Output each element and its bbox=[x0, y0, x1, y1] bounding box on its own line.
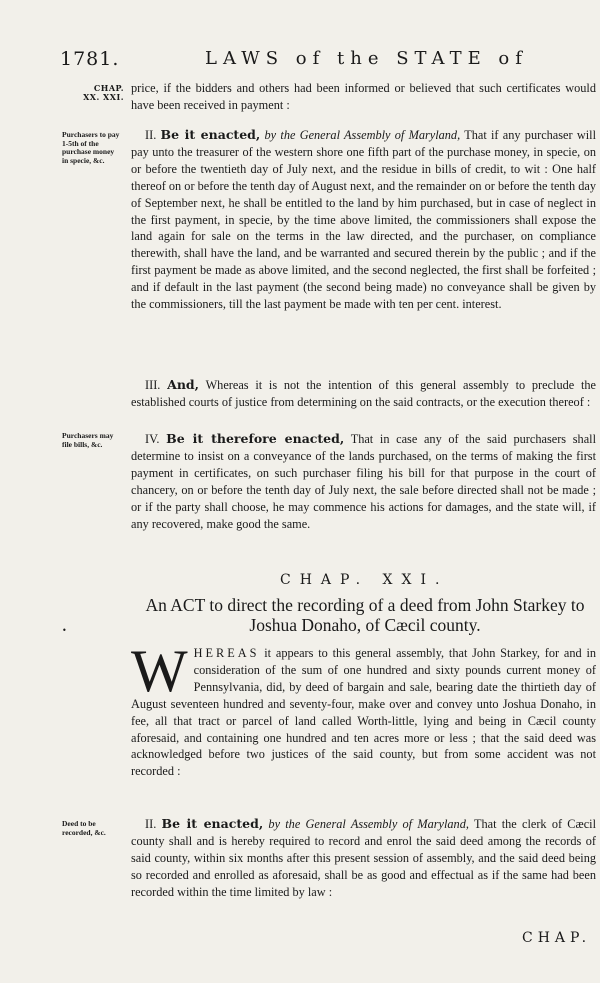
section-3-number: III. bbox=[145, 378, 161, 392]
section-4-paragraph bbox=[131, 431, 596, 532]
chap21-section-2-paragraph bbox=[131, 816, 596, 901]
section-2-number: II. bbox=[145, 128, 157, 142]
section-2 bbox=[131, 127, 596, 313]
running-title: LAWS of the STATE of bbox=[205, 48, 528, 69]
section-3-lead: And, bbox=[167, 377, 200, 392]
page-header bbox=[60, 48, 560, 72]
chapter-marker-numbers: XX. XXI. bbox=[83, 92, 124, 102]
margin-note-section-4: Purchasers may file bills, &c. bbox=[62, 431, 114, 449]
chap21-section-2 bbox=[131, 816, 596, 901]
preamble-lead: HEREAS bbox=[193, 646, 260, 660]
chap21-section-2-number: II. bbox=[145, 817, 157, 831]
chapter-heading: CHAP. XXI. bbox=[280, 572, 449, 588]
chapter-marker bbox=[80, 84, 124, 102]
section-4-text: That in case any of the said purchasers shall determine to insist on a conveyance of the lands purchased, on the terms of making the first payment in certificates, on such purchaser filing his bill for that purpose in the court of chancery, on or before the tenth day of July next, the sale before directed shall not be made ; or if the party shall choose, he may commence his actions for damages, and the state will, if any recovered, make good the same. bbox=[131, 432, 596, 531]
section-2-enacting: Be it enacted, bbox=[160, 127, 261, 142]
preamble-text: it appears to this general assembly, that John Starkey, for and in consideration of the sum of one hundred and sixty pounds current money of Pennsylvania, did, by deed of bargain and sale, bearing date the thirtieth day of August seventeen hundred and seventy-four, make over and convey unto Joshua Donaho, in fee, all that tract or parcel of land called Worth-little, lying and being in Cæcil county aforesaid, and containing one hundred and ten acres more or less ; that the said deed was acknowledged before two justices of the said county, but from some accident was not recorded : bbox=[131, 646, 597, 779]
margin-note-chap21-section-2: Deed to be recorded, &c. bbox=[62, 819, 106, 837]
section-2-enacting-by: by the General Assembly of Maryland, bbox=[264, 128, 461, 142]
section-2-paragraph bbox=[131, 127, 596, 313]
preamble bbox=[131, 638, 597, 780]
section-4-enacting: Be it therefore enacted, bbox=[166, 431, 345, 446]
section-4 bbox=[131, 431, 596, 532]
section-3 bbox=[131, 377, 596, 411]
section-3-text: Whereas it is not the intention of this general assembly to preclude the established courts of justice from determining on the said contracts, or the execution thereof : bbox=[131, 378, 597, 409]
preamble-paragraph bbox=[131, 638, 597, 780]
act-title: An ACT to direct the recording of a deed from John Starkey to Joshua Donaho, of Cæcil county. bbox=[145, 595, 585, 635]
intro-paragraph bbox=[131, 80, 596, 114]
catchword: CHAP. bbox=[522, 930, 592, 946]
page-number: 1781. bbox=[60, 48, 120, 70]
margin-note-section-2: Purchasers to pay 1-5th of the purchase money in specie, &c. bbox=[62, 130, 120, 165]
margin-mark: • bbox=[62, 626, 67, 635]
section-2-text: That if any purchaser will pay unto the treasurer of the western shore one fifth part of the purchase money, in specie, on or before the twentieth day of July next, and the residue in bills of credit, to wit : One half thereof on or before the tenth day of August next, and the remainder on or before the tenth day of September next, he shall be entitled to the land by him purchased, but in case of neglect in the first payment, in specie, by the time above limited, the commissioners shall expose the land again for sale on the terms in the law directed, and the purchaser, on compliance therewith, shall have the land, and be warranted and secured therein by the public ; and if the first payment be made as above limited, and the second neglected, the first shall be forfeited ; and if default in the last payment (the second being made) no conveyance shall be given by the commissioners, till the last payment be made with ten per cent. interest. bbox=[131, 128, 596, 312]
chap21-section-2-enacting: Be it enacted, bbox=[161, 816, 264, 831]
intro-text: price, if the bidders and others had been informed or believed that such certificates would have been received in payment : bbox=[131, 81, 596, 112]
chapter-marker-label: CHAP. bbox=[93, 83, 124, 93]
section-4-number: IV. bbox=[145, 432, 160, 446]
dropcap-letter: W bbox=[131, 638, 188, 704]
chap21-section-2-text: That the clerk of Cæcil county shall and is hereby required to record and enrol the said deed among the records of said county, within six months after this present session of assembly, and the said deed being so recorded and enrolled as aforesaid, shall be as good and effectual as if the same had been recorded within the time limited by law : bbox=[131, 817, 596, 899]
section-3-paragraph bbox=[131, 377, 596, 411]
chap21-section-2-enacting-by: by the General Assembly of Maryland, bbox=[268, 817, 469, 831]
